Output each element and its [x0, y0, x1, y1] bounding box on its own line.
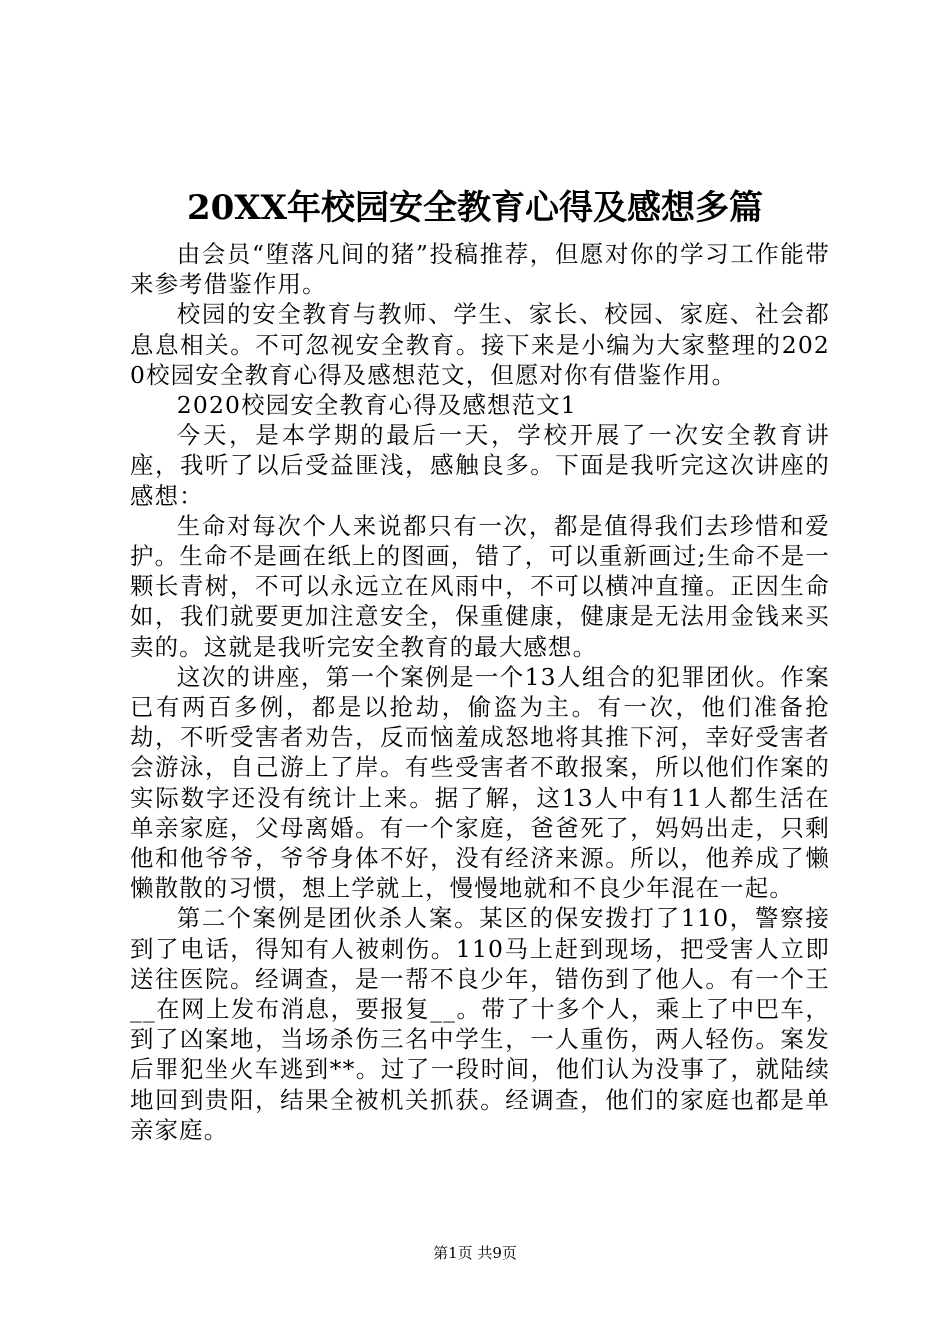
paragraph-intro: 由会员“堕落凡间的猪”投稿推荐，但愿对你的学习工作能带来参考借鉴作用。 — [130, 240, 830, 299]
paragraph-overview: 校园的安全教育与教师、学生、家长、校园、家庭、社会都息息相关。不可忽视安全教育。接下来是小编为大家整理的2020校园安全教育心得及感想范文，但愿对你有借鉴作用。 — [130, 300, 830, 389]
page-footer: 第1页 共9页 — [433, 1244, 517, 1262]
paragraph-heading-essay-1: 2020校园安全教育心得及感想范文1 — [176, 391, 577, 420]
paragraph-essay-opening: 今天，是本学期的最后一天，学校开展了一次安全教育讲座，我听了以后受益匪浅，感触良多。下面是我听完这次讲座的感想： — [130, 421, 830, 510]
document-title: 20XX年校园安全教育心得及感想多篇 — [186, 188, 764, 228]
paragraph-case-two: 第二个案例是团伙杀人案。某区的保安拨打了110，警察接到了电话，得知有人被刺伤。110马上赶到现场，把受害人立即送往医院。经调查，是一帮不良少年，错伤到了他人。有一个王__在网上发布消息，要报复__。带了十多个人，乘上了中巴车，到了凶案地，当场杀伤三名中学生，一人重伤，两人轻伤。案发后罪犯坐火车逃到**。过了一段时间，他们认为没事了，就陆续地回到贵阳，结果全被机关抓获。经调查，他们的家庭也都是单亲家庭。 — [130, 904, 830, 1144]
document-body — [130, 239, 830, 1145]
paragraph-case-one: 这次的讲座，第一个案例是一个13人组合的犯罪团伙。作案已有两百多例，都是以抢劫，偷盗为主。有一次，他们准备抢劫，不听受害者劝告，反而恼羞成怒地将其推下河，幸好受害者会游泳，自己游上了岸。有些受害者不敢报案，所以他们作案的实际数字还没有统计上来。据了解，这13人中有11人都生活在单亲家庭，父母离婚。有一个家庭，爸爸死了，妈妈出走，只剩他和他爷爷，爷爷身体不好，没有经济来源。所以，他养成了懒懒散散的习惯，想上学就上，慢慢地就和不良少年混在一起。 — [130, 662, 830, 903]
paragraph-life-reflection: 生命对每次个人来说都只有一次，都是值得我们去珍惜和爱护。生命不是画在纸上的图画，错了，可以重新画过;生命不是一颗长青树，不可以永远立在风雨中，不可以横冲直撞。正因生命如，我们就要更加注意安全，保重健康，健康是无法用金钱来买卖的。这就是我听完安全教育的最大感想。 — [130, 511, 830, 661]
